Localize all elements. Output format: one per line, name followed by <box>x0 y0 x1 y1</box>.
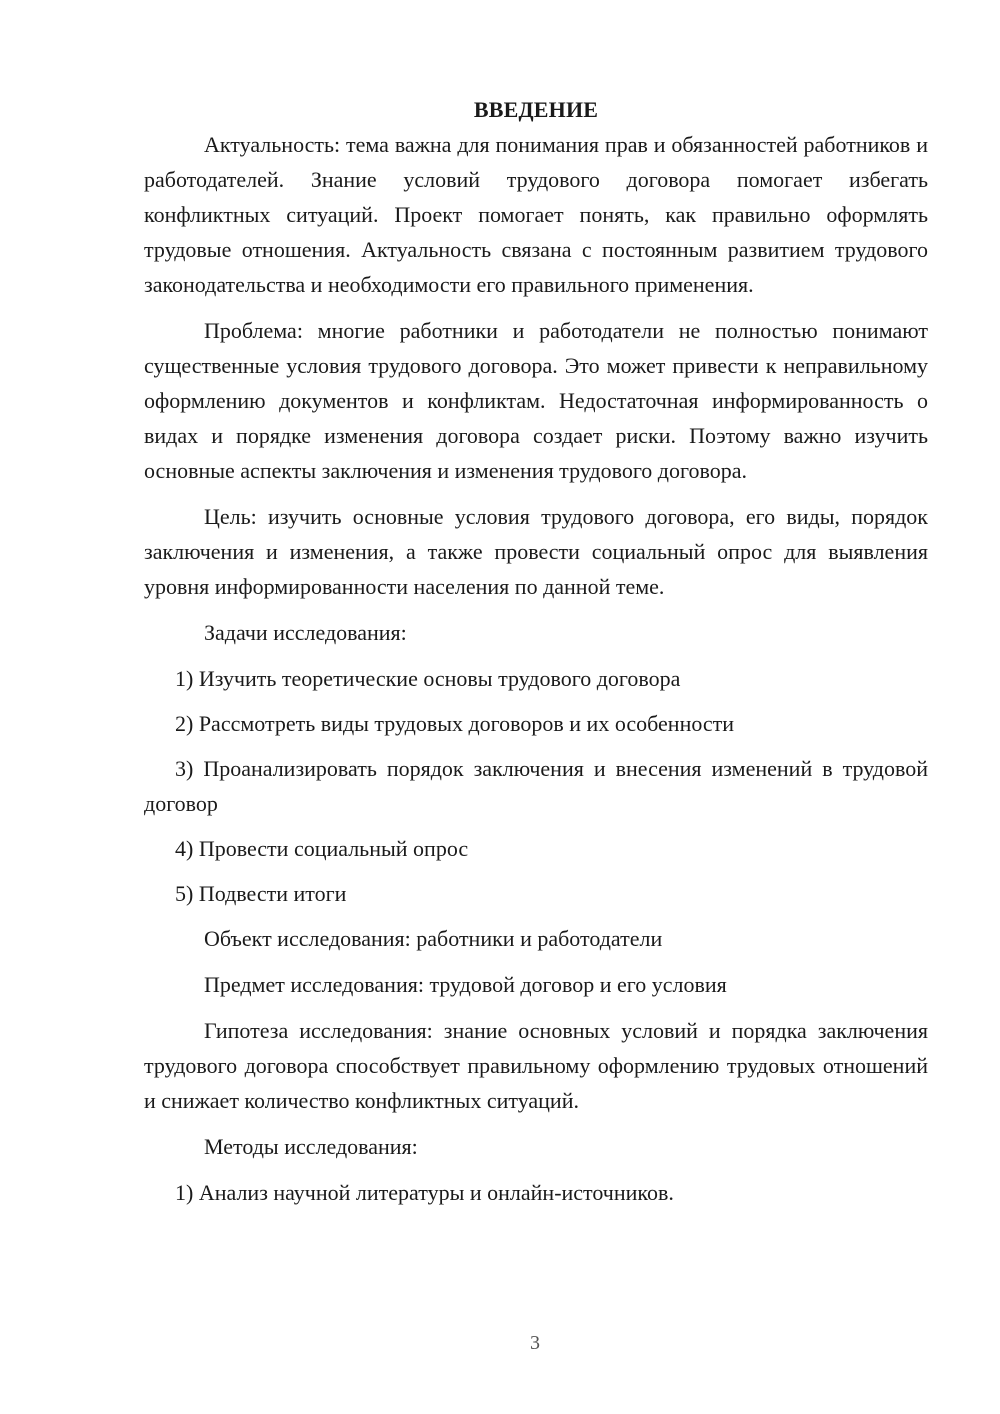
task-item: 3) Проанализировать порядок заключения и внесения изменений в трудовой договор <box>144 756 928 816</box>
task-item: 1) Изучить теоретические основы трудового договора <box>175 666 681 691</box>
page-number: 3 <box>530 1332 540 1354</box>
task-item: 5) Подвести итоги <box>175 881 347 906</box>
section-title: ВВЕДЕНИЕ <box>473 97 599 122</box>
task-item: 2) Рассмотреть виды трудовых договоров и их особенности <box>175 711 735 736</box>
paragraph-goal: Цель: изучить основные условия трудового договора, его виды, порядок заключения и изменения, а также провести социальный опрос для выявления уровня информированности населения по данной теме. <box>144 504 928 599</box>
document-body <box>144 92 928 1220</box>
method-item: 1) Анализ научной литературы и онлайн-источников. <box>175 1180 674 1205</box>
tasks-heading: Задачи исследования: <box>204 620 407 645</box>
research-subject: Предмет исследования: трудовой договор и его условия <box>204 972 727 997</box>
task-item: 4) Провести социальный опрос <box>175 836 469 861</box>
research-object: Объект исследования: работники и работодатели <box>204 926 663 951</box>
paragraph-relevance: Актуальность: тема важна для понимания прав и обязанностей работников и работодателей. Знание условий трудового договора помогает избегать конфликтных ситуаций. Проект помогает понять, как правильно оформлять трудовые отношения. Актуальность связана с постоянным развитием трудового законодательства и необходимости его правильного применения. <box>144 132 928 297</box>
methods-heading: Методы исследования: <box>204 1134 418 1159</box>
paragraph-problem: Проблема: многие работники и работодатели не полностью понимают существенные условия трудового договора. Это может привести к неправильному оформлению документов и конфликтам. Недостаточная информированность о видах и порядке изменения договора создает риски. Поэтому важно изучить основные аспекты заключения и изменения трудового договора. <box>144 318 928 483</box>
research-hypothesis: Гипотеза исследования: знание основных условий и порядка заключения трудового договора способствует правильному оформлению трудовых отношений и снижает количество конфликтных ситуаций. <box>144 1018 928 1113</box>
